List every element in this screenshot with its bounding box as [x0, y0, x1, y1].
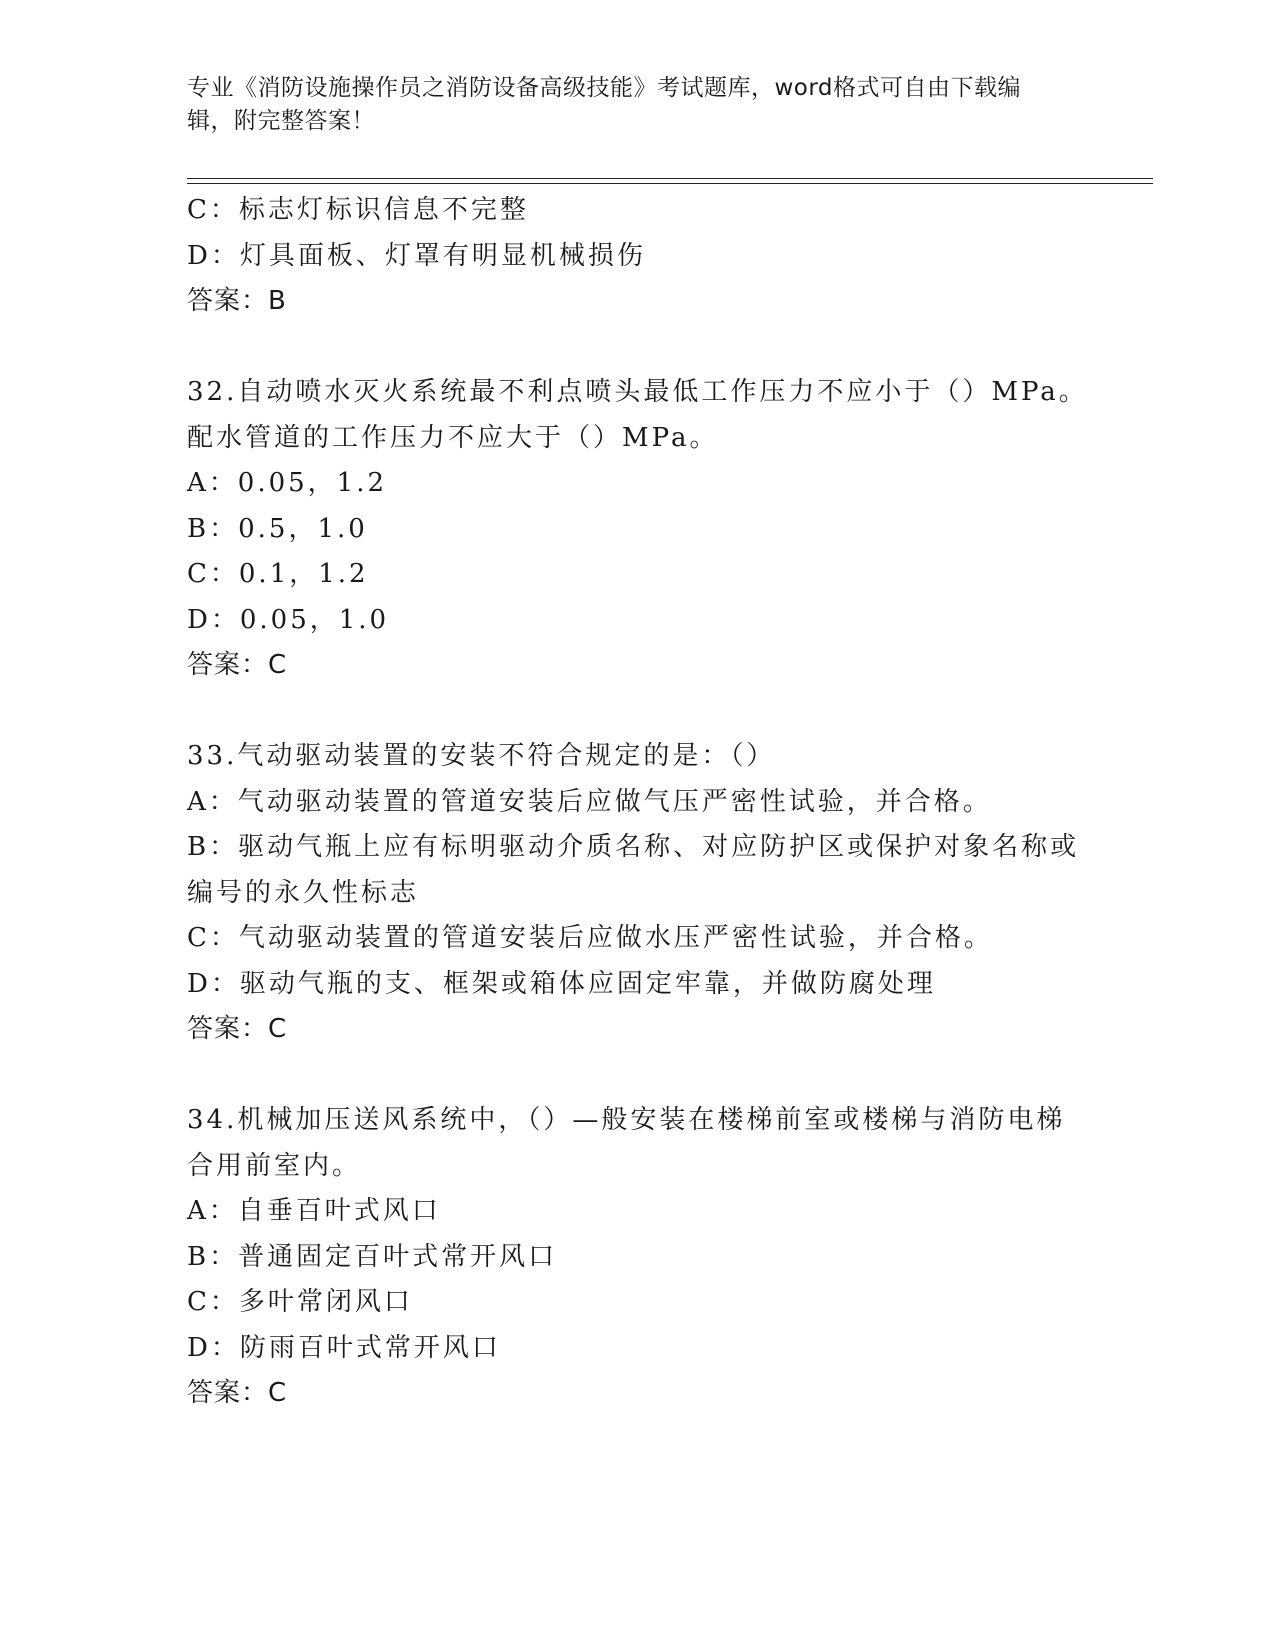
question-content: [187, 188, 1087, 1417]
spacer: [187, 689, 1087, 735]
question-stem: 34.机械加压送风系统中，（）—般安装在楼梯前室或楼梯与消防电梯: [187, 1105, 1066, 1135]
question-stem: 32.自动喷水灭火系统最不利点喷头最低工作压力不应小于（）MPa。: [187, 377, 1088, 407]
header-divider-bottom: [187, 183, 1153, 184]
option-line: D：防雨百叶式常开风口: [187, 1332, 501, 1363]
question-stem: 合用前室内。: [187, 1150, 362, 1181]
option-line: C：多叶常闭风口: [187, 1287, 413, 1317]
document-header: 专业《消防设施操作员之消防设备高级技能》考试题库，word格式可自由下载编辑，附完整答案！: [187, 75, 1022, 134]
spacer: [187, 325, 1087, 371]
answer-line: 答案：C: [187, 1014, 288, 1044]
option-line: C：气动驱动装置的管道安装后应做水压严密性试验，并合格。: [187, 923, 993, 953]
option-line: B：0.5，1.0: [187, 513, 368, 544]
answer-line: 答案：B: [187, 286, 287, 316]
option-line: C：0.1，1.2: [187, 559, 369, 589]
option-line: A：气动驱动装置的管道安装后应做气压严密性试验，并合格。: [187, 786, 992, 817]
option-line: B：普通固定百叶式常开风口: [187, 1241, 558, 1272]
option-line: D：0.05，1.0: [187, 604, 390, 635]
option-line: A：自垂百叶式风口: [187, 1196, 441, 1226]
option-line: 编号的永久性标志: [187, 877, 420, 908]
spacer: [187, 1053, 1087, 1099]
option-line: A：0.05，1.2: [187, 468, 388, 498]
option-line: B：驱动气瓶上应有标明驱动介质名称、对应防护区或保护对象名称或: [187, 832, 1080, 862]
answer-line: 答案：C: [187, 650, 288, 680]
option-line: D：驱动气瓶的支、框架或箱体应固定牢靠，并做防腐处理: [187, 968, 936, 999]
header-divider-top: [187, 178, 1153, 179]
question-stem: 配水管道的工作压力不应大于（）MPa。: [187, 422, 719, 453]
question-stem: 33.气动驱动装置的安装不符合规定的是：（）: [187, 741, 776, 771]
option-line: C：标志灯标识信息不完整: [187, 195, 529, 225]
answer-line: 答案：C: [187, 1378, 288, 1408]
option-line: D：灯具面板、灯罩有明显机械损伤: [187, 240, 646, 271]
